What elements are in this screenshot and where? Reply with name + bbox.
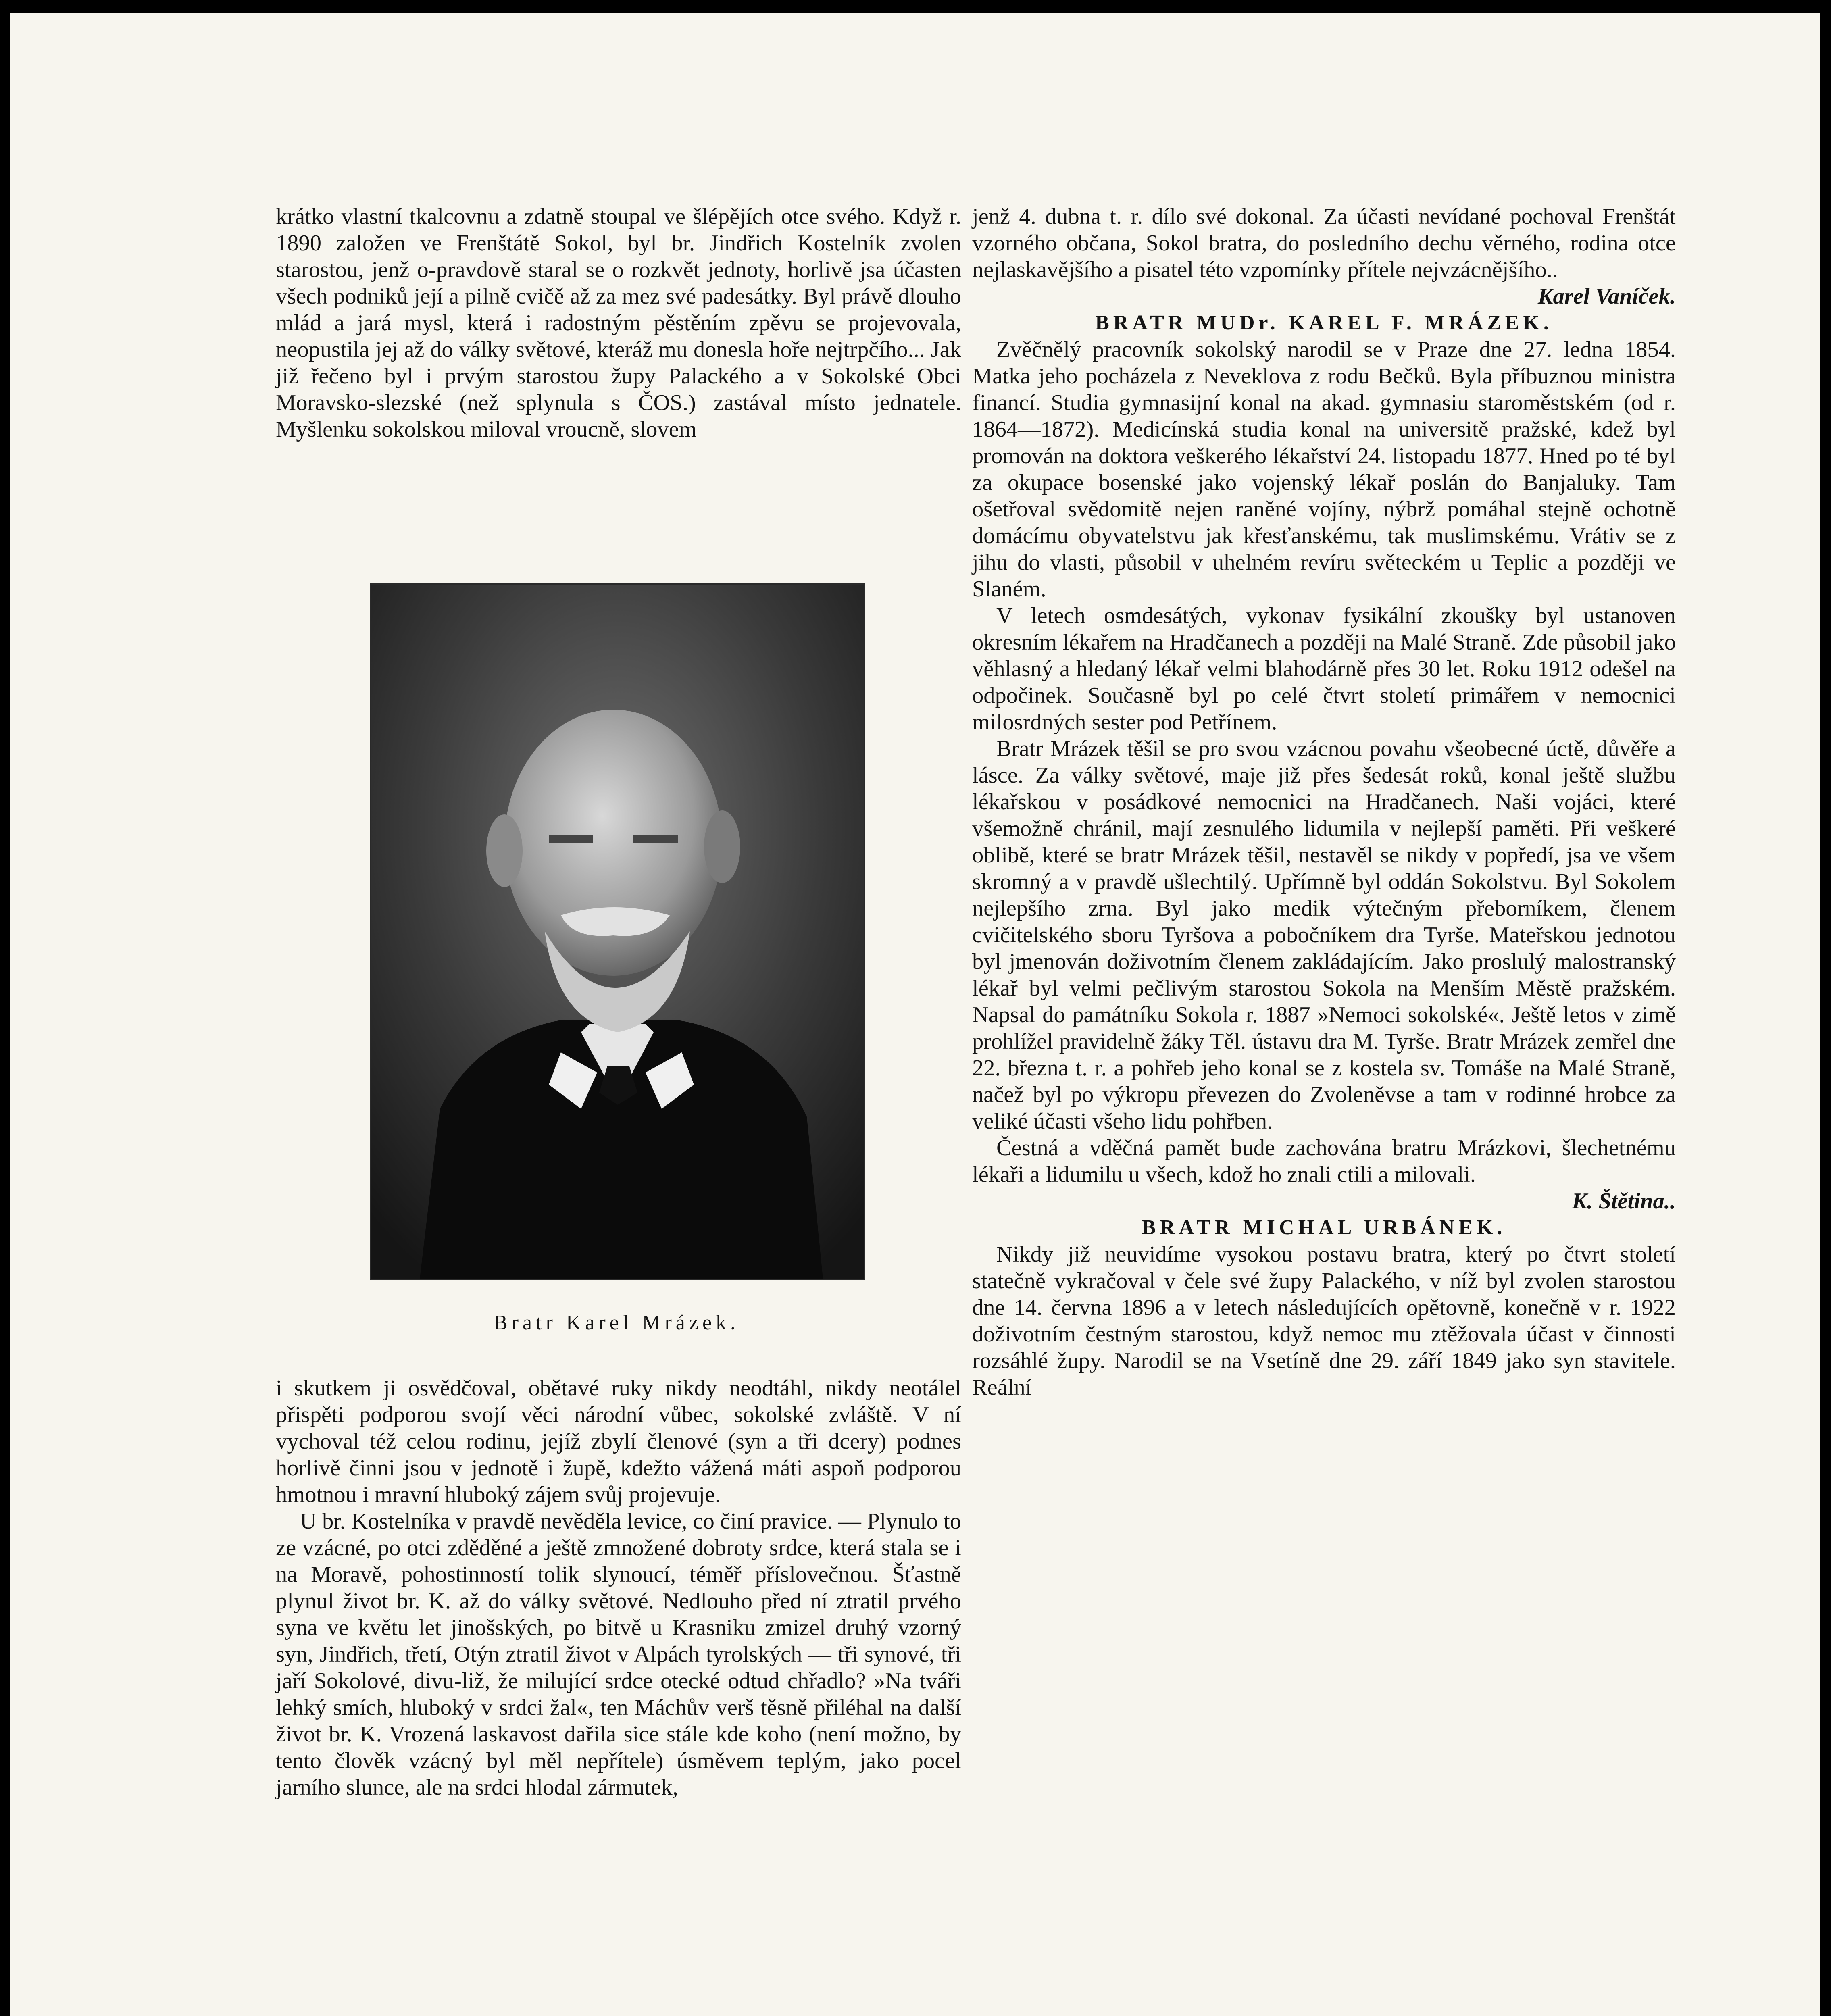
portrait-image	[371, 585, 864, 1279]
photo-caption: Bratr Karel Mrázek.	[493, 1311, 740, 1334]
paragraph: Zvěčnělý pracovník sokolský narodil se v Praze dne 27. ledna 1854. Matka jeho pocházela z Neveklova z rodu Bečků. Byla příbuznou ministra financí. Studia gymnasijní konal na akad. gymnasiu staroměstském (od r. 1864—1872). Medicínská studia konal na universitě pražské, kdež byl promován na doktora veškerého lékařství 24. listopadu 1877. Hned po té byl za okupace bosenské jako vojenský lékař poslán do Banjaluky. Tam ošetřoval svědomitě nejen raněné vojíny, nýbrž pomáhal stejně ochotně domácímu obyvatelstvu jak křesťanskému, tak muslimskému. Vrátiv se z jihu do vlasti, působil v uhelném revíru světeckém u Teplic a později ve Slaném.	[972, 337, 1676, 602]
paragraph: krátko vlastní tkalcovnu a zdatně stoupal ve šlépějích otce svého. Když r. 1890 založen ve Frenštátě Sokol, byl br. Jindřich Kostelník zvolen starostou, jenž o-pravdově staral se o rozkvět jednoty, horlivě jsa účasten všech podniků její a pilně cvičě až za mez své padesátky. Byl právě dlouho mlád a jará mysl, která i radostným pěstěním zpěvu se projevovala, neopustila jej až do války světové, kteráž mu donesla hoře nejtrpčího... Jak již řečeno byl i prvým starostou župy Palackého a v Sokolské Obci Moravsko-slezské (než splynula s ČOS.) zastával místo jednatele. Myšlenku sokolskou miloval vroucně, slovem	[276, 204, 961, 442]
paragraph: i skutkem ji osvědčoval, obětavé ruky nikdy neodtáhl, nikdy neotálel přispěti podporou svojí věci národní vůbec, sokolské zvláště. V ní vychoval též celou rodinu, jejíž zbylí členové (syn a tři dcery) podnes horlivě činni jsou v jednotě i župě, kdežto vážená máti aspoň podporou hmotnou i mravní hluboký zájem svůj projevuje.	[276, 1376, 961, 1507]
article-heading: BRATR MICHAL URBÁNEK.	[1142, 1216, 1506, 1239]
paragraph: Čestná a vděčná pamět bude zachována bratru Mrázkovi, šlechetnému lékaři a lidumilu u všech, kdož ho znali ctili a milovali.	[972, 1135, 1676, 1187]
signature: K. Štětina..	[1572, 1189, 1676, 1214]
signature: Karel Vaníček.	[1537, 284, 1676, 309]
paragraph: Nikdy již neuvidíme vysokou postavu bratra, který po čtvrt století statečně vykračoval v čele své župy Palackého, v níž byl zvolen starostou dne 14. června 1896 a v letech následujících opětovně, konečně v r. 1922 doživotním čestným starostou, když nemoc mu ztěžovala účast v činnosti rozsáhlé župy. Narodil se na Vsetíně dne 29. září 1849 jako syn stavitele. Reální	[972, 1242, 1676, 1400]
paragraph: Bratr Mrázek těšil se pro svou vzácnou povahu všeobecné úctě, důvěře a lásce. Za války světové, maje již přes šedesát roků, konal ještě službu lékařskou v posádkové nemocnici na Hradčanech. Naši vojáci, které všemožně chránil, mají zesnulého lidumila v nejlepší paměti. Při veškeré oblibě, které se bratr Mrázek těšil, nestavěl se nikdy v popředí, jsa ve všem skromný a v pravdě ušlechtilý. Upřímně byl oddán Sokolstvu. Byl Sokolem nejlepšího zrna. Byl jako medik výtečným přeborníkem, členem cvičitelského sboru Tyršova a pobočníkem dra Tyrše. Mateřskou jednotou byl jmenován doživotním členem zakládajícím. Jako proslulý malostranský lékař byl velmi pečlivým starostou Sokola na Menším Městě pražském. Napsal do památníku Sokola r. 1887 »Nemoci sokolské«. Ještě letos v zimě prohlížel pravidelně žáky Těl. ústavu dra M. Tyrše. Bratr Mrázek zemřel dne 22. března t. r. a pohřeb jeho konal se z kostela sv. Tomáše na Malé Straně, načež byl po výkropu převezen do Zvoleněvse a tam v rodinné hrobce za veliké účasti všeho lidu pohřben.	[972, 736, 1676, 1134]
portrait-photo	[370, 583, 865, 1280]
paragraph: V letech osmdesátých, vykonav fysikální zkoušky byl ustanoven okresním lékařem na Hradčanech a později na Malé Straně. Zde působil jako věhlasný a hledaný lékař velmi blahodárně přes 30 let. Roku 1912 odešel na odpočinek. Současně byl po celé čtvrt století primářem v nemocnici milosrdných sester pod Petřínem.	[972, 603, 1676, 735]
left-column-top-text	[276, 203, 961, 443]
right-column-text	[972, 203, 1676, 1401]
magazine-page	[10, 13, 1820, 2016]
left-column-bottom-text	[276, 1375, 961, 1801]
article-heading: BRATR MUDr. KAREL F. MRÁZEK.	[1095, 311, 1553, 334]
paragraph: U br. Kostelníka v pravdě nevěděla levice, co činí pravice. — Plynulo to ze vzácné, po otci zděděné a ještě zmnožené dobroty srdce, která stala se i na Moravě, pohostinností tolik slynoucí, téměř příslovečnou. Šťastně plynul život br. K. až do války světové. Nedlouho před ní ztratil prvého syna ve květu let jinošských, po bitvě u Krasniku zmizel druhý vzorný syn, Jindřich, třetí, Otýn ztratil život v Alpách tyrolských — tři synové, tři jaří Sokolové, divu-liž, že milující srdce otecké odtud chřadlo? »Na tváři lehký smích, hluboký v srdci žal«, ten Máchův verš těsně přiléhal na další život br. K. Vrozená laskavost dařila sice stále kde koho (není možno, by tento člověk vzácný byl měl nepřítele) úsměvem teplým, jako pocel jarního slunce, ale na srdci hlodal zármutek,	[276, 1509, 961, 1800]
intro-paragraph: jenž 4. dubna t. r. dílo své dokonal. Za účasti nevídané pochoval Frenštát vzorného občana, Sokol bratra, do posledního dechu věrného, rodina otce nejlaskavějšího a pisatel této vzpomínky přítele nejvzácnějšího..	[972, 204, 1676, 282]
